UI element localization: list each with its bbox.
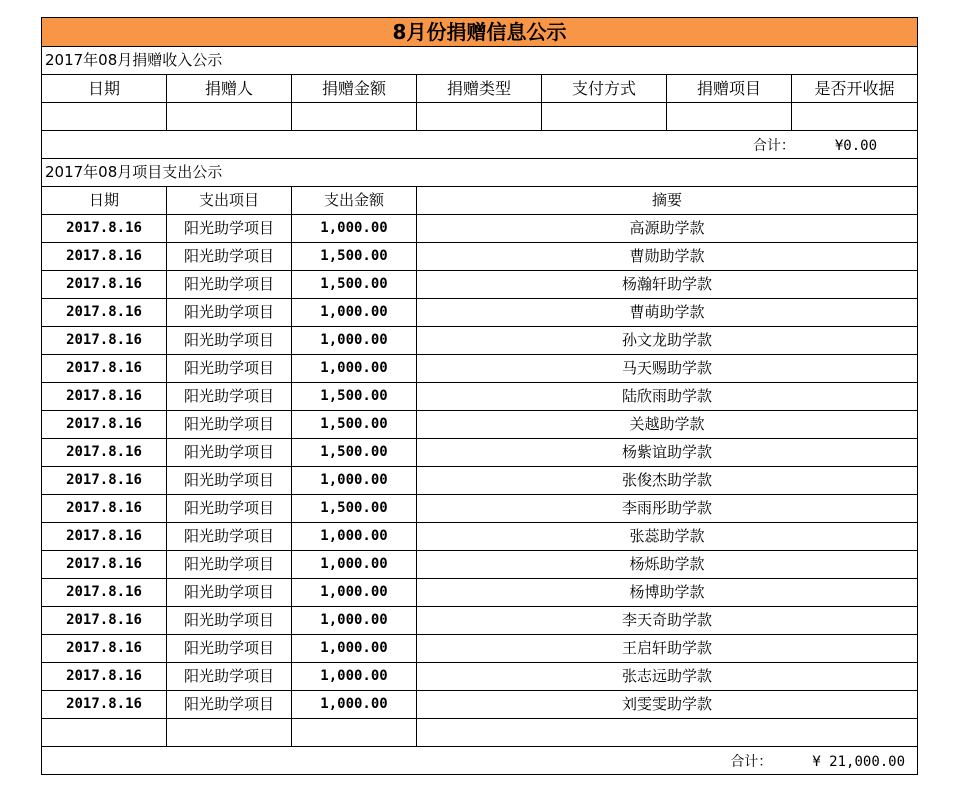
expense-summary-cell[interactable]: 马天赐助学款 — [417, 355, 918, 383]
table-row — [42, 551, 918, 579]
table-row — [42, 243, 918, 271]
expense-project-cell[interactable]: 阳光助学项目 — [167, 551, 292, 579]
expense-project-cell[interactable]: 阳光助学项目 — [167, 691, 292, 719]
expense-summary-cell[interactable]: 陆欣雨助学款 — [417, 383, 918, 411]
expense-date-cell[interactable]: 2017.8.16 — [42, 467, 167, 495]
income-header-type: 捐赠类型 — [417, 75, 542, 103]
expense-amount-cell[interactable]: 1,000.00 — [292, 467, 417, 495]
expense-amount-cell[interactable]: 1,500.00 — [292, 271, 417, 299]
donation-sheet — [41, 17, 917, 775]
expense-amount-cell[interactable]: 1,500.00 — [292, 495, 417, 523]
expense-amount-cell[interactable]: 1,000.00 — [292, 663, 417, 691]
income-total-value: ¥0.00 — [834, 137, 878, 154]
expense-summary-cell[interactable]: 高源助学款 — [417, 215, 918, 243]
expense-date-cell[interactable]: 2017.8.16 — [42, 299, 167, 327]
expense-amount-cell[interactable]: 1,000.00 — [292, 523, 417, 551]
table-row — [42, 439, 918, 467]
income-header-payment: 支付方式 — [542, 75, 667, 103]
table-row — [42, 579, 918, 607]
table-row — [42, 523, 918, 551]
expense-summary-cell[interactable]: 王启轩助学款 — [417, 635, 918, 663]
expense-summary-cell[interactable]: 张俊杰助学款 — [417, 467, 918, 495]
expense-amount-cell[interactable]: 1,500.00 — [292, 243, 417, 271]
expense-date-cell[interactable]: 2017.8.16 — [42, 551, 167, 579]
expense-date-cell[interactable]: 2017.8.16 — [42, 495, 167, 523]
expense-total-value: ¥ 21,000.00 — [812, 753, 906, 770]
expense-amount-cell[interactable]: 1,500.00 — [292, 411, 417, 439]
expense-summary-cell[interactable]: 张志远助学款 — [417, 663, 918, 691]
expense-amount-cell[interactable]: 1,500.00 — [292, 383, 417, 411]
expense-empty-cell[interactable] — [42, 719, 167, 747]
expense-summary-cell[interactable]: 杨紫谊助学款 — [417, 439, 918, 467]
income-empty-cell[interactable] — [792, 103, 918, 131]
expense-project-cell[interactable]: 阳光助学项目 — [167, 523, 292, 551]
expense-date-cell[interactable]: 2017.8.16 — [42, 215, 167, 243]
expense-empty-cell[interactable] — [292, 719, 417, 747]
expense-header-amount: 支出金额 — [292, 187, 417, 215]
expense-section-title: 2017年08月项目支出公示 — [42, 159, 918, 187]
income-header-receipt: 是否开收据 — [792, 75, 918, 103]
income-empty-cell[interactable] — [292, 103, 417, 131]
expense-summary-cell[interactable]: 杨瀚轩助学款 — [417, 271, 918, 299]
expense-summary-cell[interactable]: 李天奇助学款 — [417, 607, 918, 635]
expense-project-cell[interactable]: 阳光助学项目 — [167, 271, 292, 299]
expense-amount-cell[interactable]: 1,500.00 — [292, 439, 417, 467]
income-header-project: 捐赠项目 — [667, 75, 792, 103]
income-header-date: 日期 — [42, 75, 167, 103]
income-total-cell — [42, 131, 918, 159]
expense-summary-cell[interactable]: 李雨彤助学款 — [417, 495, 918, 523]
income-empty-cell[interactable] — [167, 103, 292, 131]
table-row — [42, 495, 918, 523]
income-empty-cell[interactable] — [42, 103, 167, 131]
expense-header-date: 日期 — [42, 187, 167, 215]
table-row — [42, 635, 918, 663]
income-header-amount: 捐赠金额 — [292, 75, 417, 103]
income-section-title: 2017年08月捐赠收入公示 — [42, 47, 918, 75]
expense-summary-cell[interactable]: 孙文龙助学款 — [417, 327, 918, 355]
table-row — [42, 663, 918, 691]
expense-project-cell[interactable]: 阳光助学项目 — [167, 607, 292, 635]
income-empty-cell[interactable] — [542, 103, 667, 131]
expense-amount-cell[interactable]: 1,000.00 — [292, 607, 417, 635]
table-row — [42, 215, 918, 243]
income-total-label: 合计： — [752, 137, 795, 154]
table-row — [42, 607, 918, 635]
expense-total-cell — [42, 747, 918, 775]
income-empty-cell[interactable] — [667, 103, 792, 131]
expense-project-cell[interactable]: 阳光助学项目 — [167, 411, 292, 439]
expense-amount-cell[interactable]: 1,000.00 — [292, 327, 417, 355]
expense-date-cell[interactable]: 2017.8.16 — [42, 663, 167, 691]
expense-project-cell[interactable]: 阳光助学项目 — [167, 495, 292, 523]
expense-date-cell[interactable]: 2017.8.16 — [42, 635, 167, 663]
expense-date-cell[interactable]: 2017.8.16 — [42, 243, 167, 271]
expense-date-cell[interactable]: 2017.8.16 — [42, 691, 167, 719]
expense-empty-cell[interactable] — [417, 719, 918, 747]
expense-date-cell[interactable]: 2017.8.16 — [42, 579, 167, 607]
expense-summary-cell[interactable]: 曹勋助学款 — [417, 243, 918, 271]
expense-date-cell[interactable]: 2017.8.16 — [42, 383, 167, 411]
table-row — [42, 271, 918, 299]
expense-project-cell[interactable]: 阳光助学项目 — [167, 327, 292, 355]
expense-amount-cell[interactable]: 1,000.00 — [292, 299, 417, 327]
expense-header-project: 支出项目 — [167, 187, 292, 215]
page-title: 8月份捐赠信息公示 — [42, 18, 918, 47]
expense-date-cell[interactable]: 2017.8.16 — [42, 271, 167, 299]
expense-amount-cell[interactable]: 1,000.00 — [292, 635, 417, 663]
expense-amount-cell[interactable]: 1,000.00 — [292, 551, 417, 579]
expense-header-summary: 摘要 — [417, 187, 918, 215]
expense-date-cell[interactable]: 2017.8.16 — [42, 439, 167, 467]
expense-project-cell[interactable]: 阳光助学项目 — [167, 663, 292, 691]
expense-amount-cell[interactable]: 1,000.00 — [292, 215, 417, 243]
expense-project-cell[interactable]: 阳光助学项目 — [167, 215, 292, 243]
table-row — [42, 327, 918, 355]
expense-summary-cell[interactable]: 杨博助学款 — [417, 579, 918, 607]
donation-table — [41, 17, 918, 775]
expense-project-cell[interactable]: 阳光助学项目 — [167, 579, 292, 607]
table-row — [42, 691, 918, 719]
table-row — [42, 355, 918, 383]
table-row — [42, 411, 918, 439]
expense-summary-cell[interactable]: 刘雯雯助学款 — [417, 691, 918, 719]
income-empty-cell[interactable] — [417, 103, 542, 131]
expense-date-cell[interactable]: 2017.8.16 — [42, 523, 167, 551]
expense-project-cell[interactable]: 阳光助学项目 — [167, 439, 292, 467]
expense-date-cell[interactable]: 2017.8.16 — [42, 411, 167, 439]
expense-summary-cell[interactable]: 张蕊助学款 — [417, 523, 918, 551]
expense-summary-cell[interactable]: 关越助学款 — [417, 411, 918, 439]
expense-summary-cell[interactable]: 曹萌助学款 — [417, 299, 918, 327]
expense-empty-cell[interactable] — [167, 719, 292, 747]
table-row — [42, 383, 918, 411]
table-row — [42, 299, 918, 327]
expense-project-cell[interactable]: 阳光助学项目 — [167, 355, 292, 383]
expense-project-cell[interactable]: 阳光助学项目 — [167, 299, 292, 327]
table-row — [42, 467, 918, 495]
expense-amount-cell[interactable]: 1,000.00 — [292, 579, 417, 607]
expense-project-cell[interactable]: 阳光助学项目 — [167, 635, 292, 663]
expense-date-cell[interactable]: 2017.8.16 — [42, 607, 167, 635]
expense-project-cell[interactable]: 阳光助学项目 — [167, 383, 292, 411]
expense-summary-cell[interactable]: 杨烁助学款 — [417, 551, 918, 579]
expense-date-cell[interactable]: 2017.8.16 — [42, 355, 167, 383]
expense-amount-cell[interactable]: 1,000.00 — [292, 355, 417, 383]
income-header-donor: 捐赠人 — [167, 75, 292, 103]
expense-date-cell[interactable]: 2017.8.16 — [42, 327, 167, 355]
expense-project-cell[interactable]: 阳光助学项目 — [167, 467, 292, 495]
expense-project-cell[interactable]: 阳光助学项目 — [167, 243, 292, 271]
expense-total-label: 合计： — [730, 753, 773, 770]
expense-amount-cell[interactable]: 1,000.00 — [292, 691, 417, 719]
